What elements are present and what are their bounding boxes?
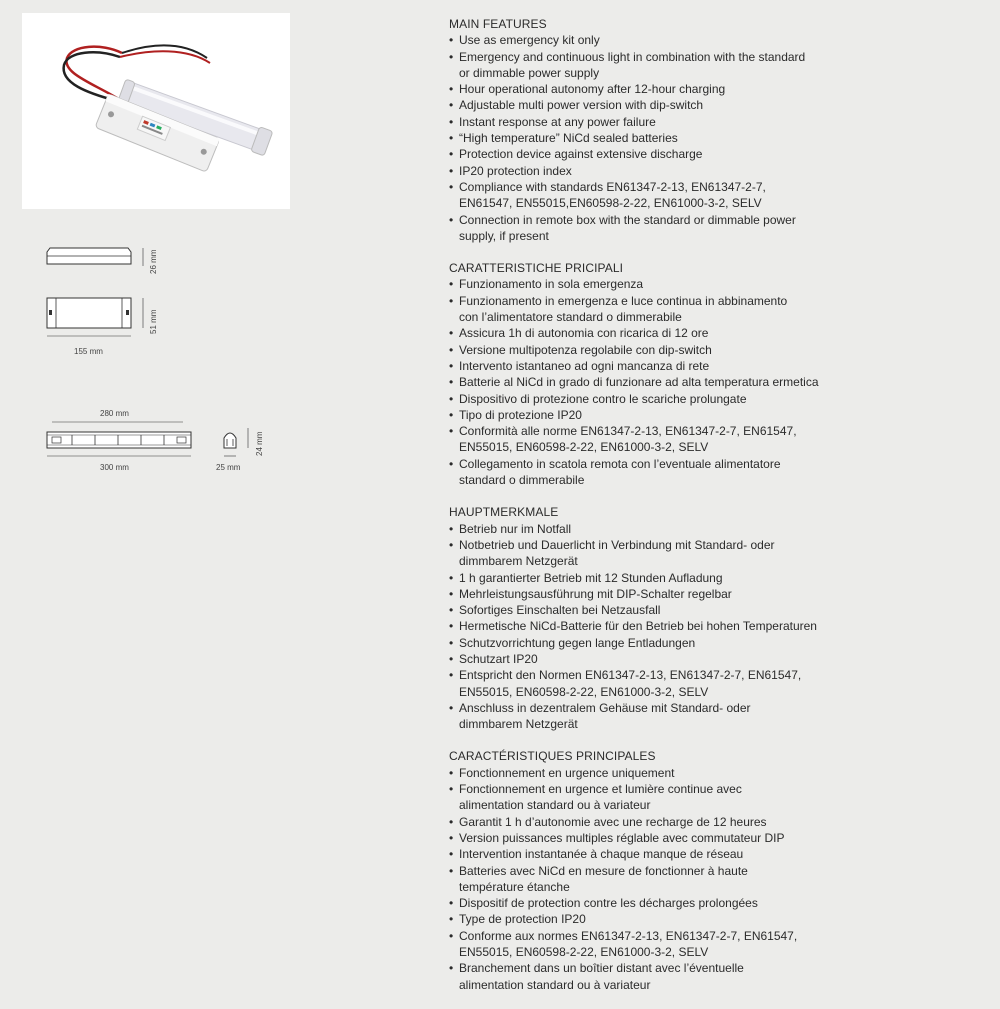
list-item	[449, 928, 869, 961]
list-item	[449, 423, 869, 456]
box-side-view	[47, 248, 158, 274]
list-item	[449, 781, 869, 814]
battery-side-view	[47, 409, 191, 472]
list-item-text: Emergency and continuous light in combination with the standard or dimmable power supply	[459, 49, 806, 80]
list-item	[449, 374, 869, 390]
list-item-text: Fonctionnement en urgence et lumière continue avec alimentation standard ou à variateur	[459, 782, 742, 813]
list-item	[449, 212, 869, 245]
list-item-text: Intervento istantaneo ad ogni mancanza di rete	[459, 358, 710, 373]
list-item-text: Hermetische NiCd-Batterie für den Betrieb bei hohen Temperaturen	[459, 619, 817, 634]
list-item-text: IP20 protection index	[459, 163, 572, 178]
list-item	[449, 49, 869, 82]
list-item-text: Funzionamento in emergenza e luce continua in abbinamento con l’alimentatore standard o dimmerabile	[459, 293, 788, 325]
list-item-text: Tipo di protezione IP20	[459, 407, 582, 422]
list-item-text: Protection device against extensive discharge	[459, 147, 703, 162]
list-item	[449, 586, 869, 602]
list-item-text: Anschluss in dezentralem Gehäuse mit Standard- oder dimmbarem Netzgerät	[459, 700, 751, 732]
list-item	[449, 32, 869, 48]
battery-height-label: 24 mm	[255, 431, 264, 456]
battery-inner-length-label: 280 mm	[100, 409, 129, 418]
list-item	[449, 342, 869, 358]
box-top-view	[47, 298, 158, 356]
list-item-text: Version puissances multiples réglable avec commutateur DIP	[459, 830, 785, 845]
list-item-text: Connection in remote box with the standard or dimmable power supply, if present	[459, 212, 796, 243]
list-item	[449, 895, 869, 911]
list-item-text: Type de protection IP20	[459, 912, 586, 927]
section-title: HAUPTMERKMALE	[449, 505, 559, 520]
list-item-text: Compliance with standards EN61347-2-13, EN61347-2-7, EN61547, EN55015,EN60598-2-22, EN61000-3-2, SELV	[459, 179, 766, 211]
features-column	[449, 16, 869, 1009]
list-item-text: Assicura 1h di autonomia con ricarica di 12 ore	[459, 326, 709, 341]
list-item	[449, 163, 869, 179]
list-item	[449, 114, 869, 130]
list-item-text: Conformità alle norme EN61347-2-13, EN61347-2-7, EN61547, EN55015, EN60598-2-22, EN61000-3-2, SELV	[459, 424, 797, 455]
list-item	[449, 391, 869, 407]
list-item	[449, 146, 869, 162]
list-item-text: Conforme aux normes EN61347-2-13, EN61347-2-7, EN61547, EN55015, EN60598-2-22, EN61000-3-2, SELV	[459, 928, 798, 960]
list-item-text: Dispositif de protection contre les décharges prolongées	[459, 896, 758, 911]
features-section-en	[449, 16, 869, 244]
list-item	[449, 618, 869, 634]
list-item-text: 1 h garantierter Betrieb mit 12 Stunden Aufladung	[459, 570, 723, 585]
list-item	[449, 293, 869, 326]
list-item	[449, 570, 869, 586]
list-item-text: Adjustable multi power version with dip-switch	[459, 98, 704, 113]
list-item	[449, 130, 869, 146]
section-title: CARACTÉRISTIQUES PRINCIPALES	[449, 749, 656, 764]
list-item	[449, 863, 869, 896]
list-item-text: Mehrleistungsausführung mit DIP-Schalter regelbar	[459, 586, 732, 601]
list-item-text: Instant response at any power failure	[459, 114, 656, 129]
list-item-text: Batterie al NiCd in grado di funzionare ad alta temperatura ermetica	[459, 375, 819, 390]
list-item-text: Betrieb nur im Notfall	[459, 521, 572, 536]
list-item-text: Entspricht den Normen EN61347-2-13, EN61347-2-7, EN61547, EN55015, EN60598-2-22, EN61000-3-2, SELV	[459, 668, 802, 699]
section-title: CARATTERISTICHE PRICIPALI	[449, 261, 624, 276]
list-item	[449, 276, 869, 292]
list-item-text: Batteries avec NiCd en mesure de fonctionner à haute température étanche	[459, 863, 748, 894]
list-item	[449, 97, 869, 113]
list-item	[449, 81, 869, 97]
features-section-it	[449, 260, 869, 488]
list-item	[449, 602, 869, 618]
list-item	[449, 830, 869, 846]
list-item-text: “High temperature” NiCd sealed batteries	[459, 131, 678, 146]
list-item	[449, 651, 869, 667]
list-item-text: Versione multipotenza regolabile con dip-switch	[459, 342, 712, 357]
list-item-text: Notbetrieb und Dauerlicht in Verbindung mit Standard- oder dimmbarem Netzgerät	[459, 537, 775, 569]
list-item	[449, 960, 869, 993]
list-item	[449, 358, 869, 374]
list-item-text: Dispositivo di protezione contro le scariche prolungate	[459, 391, 747, 406]
list-item-text: Garantit 1 h d’autonomie avec une recharge de 12 heures	[459, 814, 767, 829]
technical-drawings	[0, 230, 300, 490]
battery-diameter-label: 25 mm	[216, 463, 241, 472]
list-item	[449, 456, 869, 489]
list-item	[449, 846, 869, 862]
list-item	[449, 765, 869, 781]
box-length-label: 155 mm	[74, 347, 103, 356]
list-item	[449, 814, 869, 830]
list-item	[449, 700, 869, 733]
section-title: MAIN FEATURES	[449, 17, 547, 31]
list-item	[449, 325, 869, 341]
list-item-text: Fonctionnement en urgence uniquement	[459, 765, 675, 780]
list-item-text: Sofortiges Einschalten bei Netzausfall	[459, 603, 661, 618]
box-width-label: 51 mm	[149, 309, 158, 334]
list-item-text: Use as emergency kit only	[459, 33, 600, 48]
emergency-kit-image	[22, 13, 290, 209]
features-section-fr	[449, 748, 869, 992]
list-item-text: Schutzart IP20	[459, 651, 538, 666]
features-section-de	[449, 504, 869, 732]
list-item	[449, 635, 869, 651]
list-item	[449, 521, 869, 537]
battery-end-view	[216, 428, 264, 472]
list-item-text: Schutzvorrichtung gegen lange Entladungen	[459, 635, 696, 650]
list-item-text: Intervention instantanée à chaque manque de réseau	[459, 847, 744, 862]
list-item	[449, 179, 869, 212]
list-item-text: Branchement dans un boîtier distant avec l’éventuelle alimentation standard ou à variateur	[459, 961, 744, 992]
box-height-label: 26 mm	[149, 249, 158, 274]
list-item	[449, 407, 869, 423]
list-item	[449, 537, 869, 570]
battery-length-label: 300 mm	[100, 463, 129, 472]
list-item	[449, 667, 869, 700]
list-item-text: Funzionamento in sola emergenza	[459, 277, 644, 292]
list-item-text: Hour operational autonomy after 12-hour charging	[459, 82, 726, 97]
product-photo	[22, 13, 290, 209]
list-item	[449, 911, 869, 927]
list-item-text: Collegamento in scatola remota con l’eventuale alimentatore standard o dimmerabile	[459, 456, 781, 488]
